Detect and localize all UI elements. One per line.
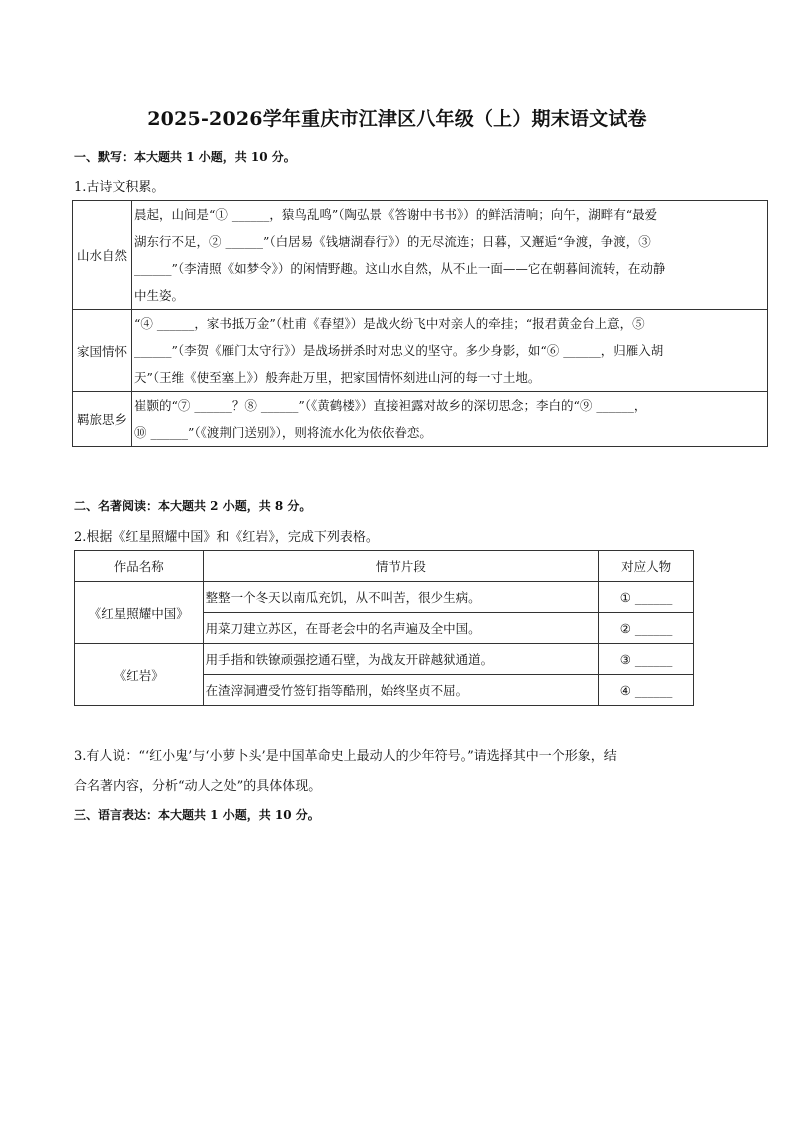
plot-cell: 用手指和铁镣顽强挖通石壁，为战友开辟越狱通道。 — [203, 644, 599, 675]
question-1-prompt: 1.古诗文积累。 — [74, 180, 165, 195]
person-blank[interactable]: ② ______ — [599, 613, 694, 644]
work-cell: 《红星照耀中国》 — [75, 582, 204, 644]
table-row — [73, 310, 768, 392]
table-row — [75, 582, 694, 613]
row-content-patriotism — [132, 310, 768, 392]
plot-cell: 在渣滓洞遭受竹签钉指等酷刑，始终坚贞不屈。 — [203, 675, 599, 706]
content-line: 湖东行不足，② ______”（白居易《钱塘湖春行》）的无尽流连；日暮，又邂逅“争渡，争渡，③ — [134, 234, 651, 249]
content-line: ⑩ ______”（《渡荆门送别》），则将流水化为依依眷恋。 — [134, 425, 432, 440]
content-line: 中生姿。 — [134, 288, 185, 303]
row-label-patriotism: 家国情怀 — [73, 310, 132, 392]
plot-cell: 用菜刀建立苏区，在哥老会中的名声遍及全中国。 — [203, 613, 599, 644]
content-line: ______”（李贺《雁门太守行》）是战场拼杀时对忠义的坚守。多少身影，如“⑥ ______，归雁入胡 — [134, 343, 664, 358]
row-content-homesick — [132, 392, 768, 447]
content-line: “④ ______，家书抵万金”（杜甫《春望》）是战火纷飞中对亲人的牵挂；“报君黄金台上意，⑤ — [134, 316, 645, 331]
table-header-row — [75, 551, 694, 582]
table-row — [73, 392, 768, 447]
question-2-prompt: 2.根据《红星照耀中国》和《红岩》，完成下列表格。 — [74, 530, 379, 545]
section-heading-2: 二、名著阅读：本大题共 2 小题，共 8 分。 — [74, 499, 312, 513]
content-line: 晨起，山间是“① ______，猿鸟乱鸣”（陶弘景《答谢中书书》）的鲜活清响；向午，湖畔有“最爱 — [134, 207, 658, 222]
question-line: 3.有人说：“‘红小鬼’与‘小萝卜头’是中国革命史上最动人的少年符号。”请选择其中一个形象，结 — [74, 749, 617, 764]
row-label-homesick: 羁旅思乡 — [73, 392, 132, 447]
person-blank[interactable]: ③ ______ — [599, 644, 694, 675]
work-cell: 《红岩》 — [75, 644, 204, 706]
classics-table — [74, 550, 694, 706]
table-row — [73, 201, 768, 310]
question-line: 合名著内容，分析“动人之处”的具体体现。 — [74, 779, 322, 794]
section-heading-3: 三、语言表达：本大题共 1 小题，共 10 分。 — [74, 808, 320, 822]
header-plot: 情节片段 — [203, 551, 599, 582]
question-3-prompt — [74, 742, 734, 802]
content-line: 崔颢的“⑦ ______？⑧ ______”（《黄鹤楼》）直接袒露对故乡的深切思念；李白的“⑨ ______， — [134, 398, 647, 413]
person-blank[interactable]: ④ ______ — [599, 675, 694, 706]
row-content-landscape — [132, 201, 768, 310]
person-blank[interactable]: ① ______ — [599, 582, 694, 613]
table-row — [75, 644, 694, 675]
row-label-landscape: 山水自然 — [73, 201, 132, 310]
content-line: 天”（王维《使至塞上》）般奔赴万里，把家国情怀刻进山河的每一寸土地。 — [134, 370, 541, 385]
section-heading-1: 一、默写：本大题共 1 小题，共 10 分。 — [74, 150, 296, 164]
poetry-table — [72, 200, 768, 447]
plot-cell: 整整一个冬天以南瓜充饥，从不叫苦，很少生病。 — [203, 582, 599, 613]
header-work: 作品名称 — [75, 551, 204, 582]
page-title: 2025-2026学年重庆市江津区八年级（上）期末语文试卷 — [147, 108, 647, 130]
header-person: 对应人物 — [599, 551, 694, 582]
content-line: ______”（李清照《如梦令》）的闲情野趣。这山水自然，从不止一面——它在朝暮间流转，在动静 — [134, 261, 666, 276]
